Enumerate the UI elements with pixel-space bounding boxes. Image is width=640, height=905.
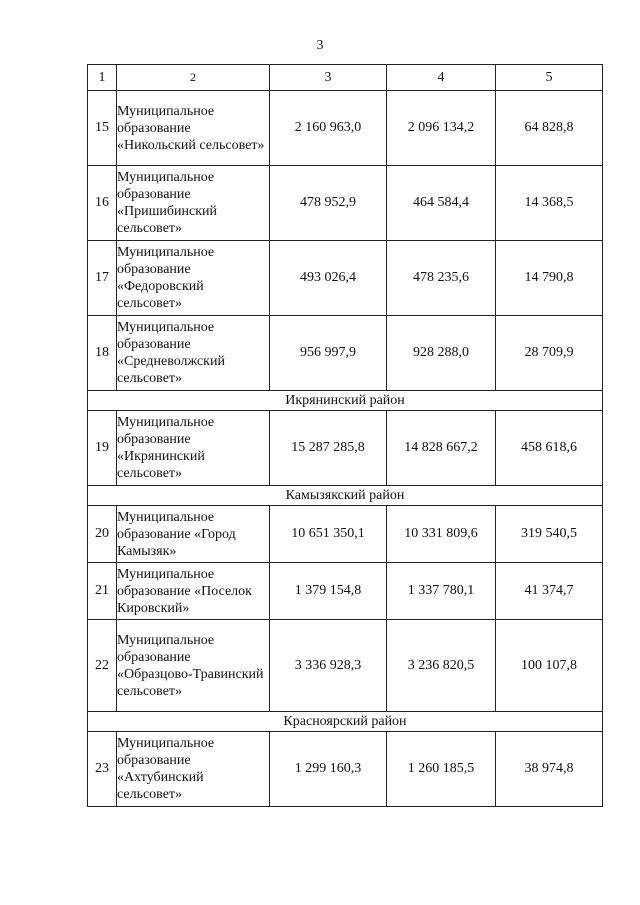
value-col-4: 478 235,6 xyxy=(387,241,496,316)
table-row xyxy=(88,316,603,391)
value-col-4: 928 288,0 xyxy=(387,316,496,391)
municipality-name: Муниципальное образование «Никольский сельсовет» xyxy=(117,91,270,166)
header-col-5: 5 xyxy=(496,65,603,91)
district-header-row xyxy=(88,391,603,411)
municipality-name: Муниципальное образование «Икрянинский сельсовет» xyxy=(117,411,270,486)
page-number: 3 xyxy=(316,38,324,53)
header-col-3: 3 xyxy=(270,65,387,91)
value-col-4: 1 337 780,1 xyxy=(387,563,496,620)
row-number: 20 xyxy=(88,506,117,563)
table-row xyxy=(88,506,603,563)
value-col-5: 100 107,8 xyxy=(496,620,603,712)
value-col-3: 2 160 963,0 xyxy=(270,91,387,166)
value-col-4: 1 260 185,5 xyxy=(387,732,496,807)
municipality-name: Муниципальное образование «Средневолжский сельсовет» xyxy=(117,316,270,391)
value-col-5: 64 828,8 xyxy=(496,91,603,166)
value-col-5: 14 790,8 xyxy=(496,241,603,316)
header-col-1: 1 xyxy=(88,65,117,91)
district-label: Икрянинский район xyxy=(88,391,603,411)
value-col-3: 10 651 350,1 xyxy=(270,506,387,563)
municipality-name: Муниципальное образование «Ахтубинский сельсовет» xyxy=(117,732,270,807)
district-header-row xyxy=(88,486,603,506)
district-header-row xyxy=(88,712,603,732)
value-col-4: 3 236 820,5 xyxy=(387,620,496,712)
row-number: 15 xyxy=(88,91,117,166)
value-col-5: 41 374,7 xyxy=(496,563,603,620)
value-col-5: 14 368,5 xyxy=(496,166,603,241)
row-number: 17 xyxy=(88,241,117,316)
value-col-3: 493 026,4 xyxy=(270,241,387,316)
row-number: 18 xyxy=(88,316,117,391)
district-label: Красноярский район xyxy=(88,712,603,732)
value-col-3: 956 997,9 xyxy=(270,316,387,391)
value-col-4: 2 096 134,2 xyxy=(387,91,496,166)
value-col-4: 464 584,4 xyxy=(387,166,496,241)
value-col-5: 28 709,9 xyxy=(496,316,603,391)
municipality-name: Муниципальное образование «Поселок Кировский» xyxy=(117,563,270,620)
value-col-4: 14 828 667,2 xyxy=(387,411,496,486)
table-row xyxy=(88,620,603,712)
table-row xyxy=(88,91,603,166)
budget-table xyxy=(87,64,603,807)
municipality-name: Муниципальное образование «Образцово-Травинский сельсовет» xyxy=(117,620,270,712)
row-number: 23 xyxy=(88,732,117,807)
value-col-5: 458 618,6 xyxy=(496,411,603,486)
table-header-row xyxy=(88,65,603,91)
value-col-3: 478 952,9 xyxy=(270,166,387,241)
header-col-4: 4 xyxy=(387,65,496,91)
table-row xyxy=(88,732,603,807)
row-number: 19 xyxy=(88,411,117,486)
value-col-3: 15 287 285,8 xyxy=(270,411,387,486)
value-col-5: 38 974,8 xyxy=(496,732,603,807)
table-row xyxy=(88,411,603,486)
municipality-name: Муниципальное образование «Город Камызяк» xyxy=(117,506,270,563)
value-col-5: 319 540,5 xyxy=(496,506,603,563)
table-row xyxy=(88,241,603,316)
municipality-name: Муниципальное образование «Федоровский сельсовет» xyxy=(117,241,270,316)
value-col-4: 10 331 809,6 xyxy=(387,506,496,563)
district-label: Камызякский район xyxy=(88,486,603,506)
value-col-3: 1 379 154,8 xyxy=(270,563,387,620)
header-col-2: 2 xyxy=(117,65,270,91)
municipality-name: Муниципальное образование «Пришибинский сельсовет» xyxy=(117,166,270,241)
row-number: 21 xyxy=(88,563,117,620)
table-row xyxy=(88,563,603,620)
row-number: 16 xyxy=(88,166,117,241)
value-col-3: 3 336 928,3 xyxy=(270,620,387,712)
table-row xyxy=(88,166,603,241)
value-col-3: 1 299 160,3 xyxy=(270,732,387,807)
row-number: 22 xyxy=(88,620,117,712)
